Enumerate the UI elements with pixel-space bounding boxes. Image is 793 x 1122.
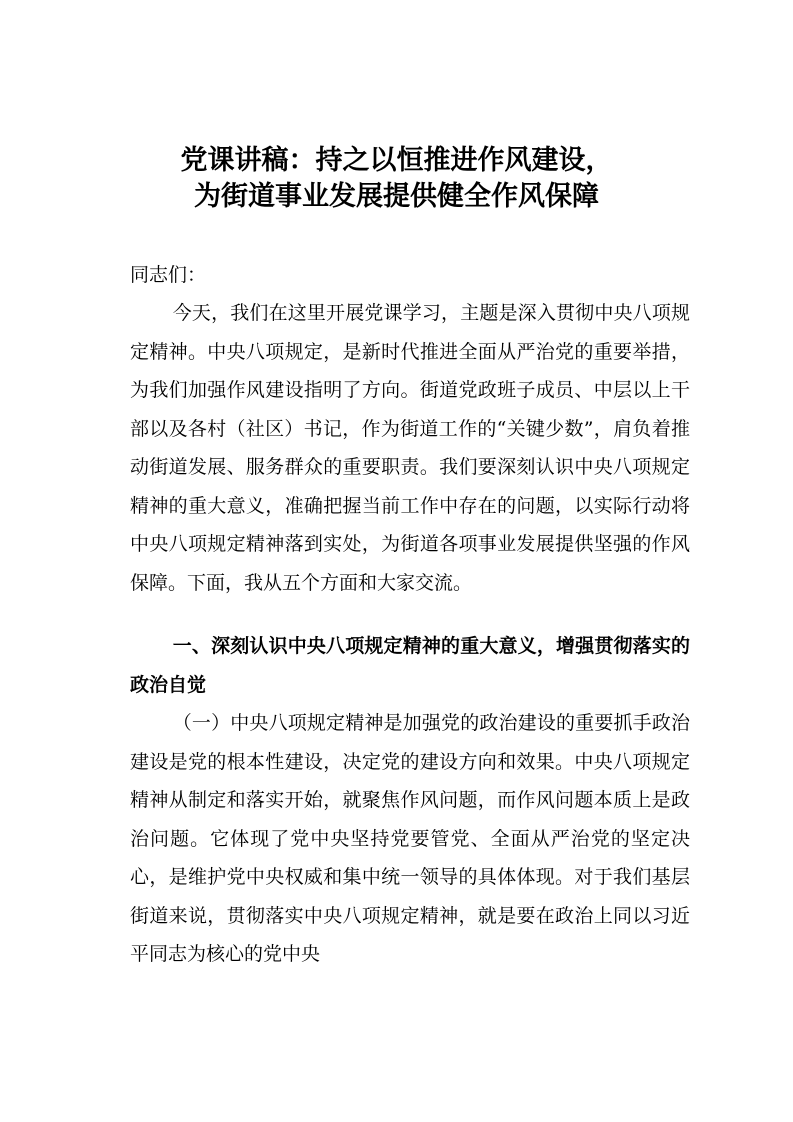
document-title-line1: 党课讲稿：持之以恒推进作风建设， — [180, 145, 613, 176]
greeting: 同志们： — [130, 264, 207, 286]
paragraph-intro: 今天，我们在这里开展党课学习，主题是深入贯彻中央八项规定精神。中央八项规定，是新时代推进全面从严治党的重要举措，为我们加强作风建设指明了方向。街道党政班子成员、中层以上干部以及各村（社区）书记，作为街道工作的“关键少数”，肩负着推动街道发展、服务群众的重要职责。我们要深刻认识中央八项规定精神的重大意义，准确把握当前工作中存在的问题，以实际行动将中央八项规定精神落到实处，为街道各项事业发展提供坚强的作风保障。下面，我从五个方面和大家交流。 — [130, 302, 690, 594]
paragraph-section-1-1: （一）中央八项规定精神是加强党的政治建设的重要抓手政治建设是党的根本性建设，决定党的建设方向和效果。中央八项规定精神从制定和落实开始，就聚焦作风问题，而作风问题本质上是政治问题。它体现了党中央坚持党要管党、全面从严治党的坚定决心，是维护党中央权威和集中统一领导的具体体现。对于我们基层街道来说，贯彻落实中央八项规定精神，就是要在政治上同以习近平同志为核心的党中央 — [130, 712, 690, 965]
document-title-line2: 为街道事业发展提供健全作风保障 — [194, 181, 599, 212]
section-heading-1: 一、深刻认识中央八项规定精神的重大意义，增强贯彻落实的政治自觉 — [130, 635, 690, 696]
